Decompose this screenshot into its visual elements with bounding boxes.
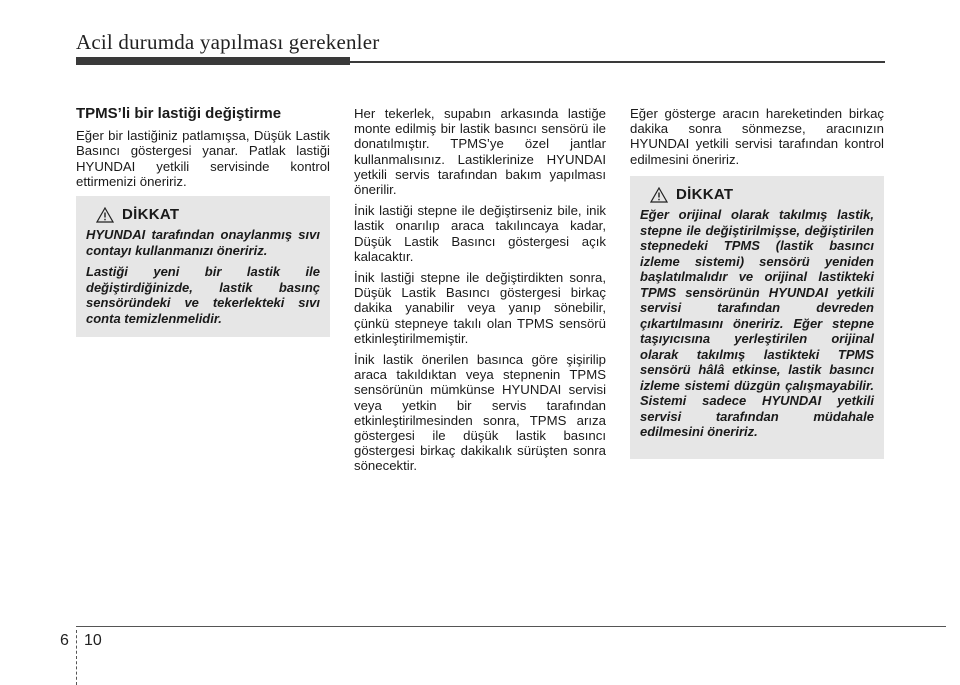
column-1	[76, 106, 330, 195]
body-paragraph: İnik lastiği stepne ile değiştirseniz bile, inik lastik onarılıp araca takılıncaya kadar, Düşük Lastik Basıncı göstergesi açık kalacaktır.	[354, 203, 606, 264]
caution-header	[96, 206, 320, 223]
caution-title: DİKKAT	[122, 206, 180, 223]
page-number: 10	[84, 632, 102, 649]
body-paragraph: Her tekerlek, supabın arkasında lastiğe monte edilmiş bir lastik basıncı sensörü ile donatılmıştır. TPMS’ye özel jantlar kullanmalısınız. Lastiklerinize HYUNDAI yetkili servis tarafından bakım yapılması önerilir.	[354, 106, 606, 198]
body-paragraph: İnik lastik önerilen basınca göre şişirilip araca takıldıktan veya stepnenin TPMS sensörünün mümkünse HYUNDAI servisi veya yetkin bir servis tarafından etkinleştirilmesinden sonra, TPMS arıza göstergesi ile düşük lastik basıncı göstergesi birkaç dakikalık sürüşten sonra sönecektir.	[354, 352, 606, 474]
chapter-number: 6	[60, 632, 69, 649]
footer-rule	[76, 626, 946, 627]
header-bar	[76, 57, 350, 65]
caution-text: Lastiği yeni bir lastik ile değiştirdiğinizde, lastik basınç sensöründeki ve tekerlekteki sıvı conta temizlenmelidir.	[86, 264, 320, 326]
chapter-title: Acil durumda yapılması gerekenler	[76, 30, 380, 54]
caution-text: Eğer orijinal olarak takılmış lastik, stepne ile değiştirilmişse, değiştirilen stepnedeki TPMS (lastik basıncı izleme sistemi) sensörü yeniden başlatılmalıdır ve orijinal lastikteki TPMS sensörünün HYUNDAI yetkili servisi tarafından devreden çıkartılmasını öneririz. Eğer stepne taşıyıcısına yerleştirilen orijinal olarak takılmış lastikteki TPMS sensörü hâlâ etkinse, lastik basıncı izleme sistemi düzgün çalışmayabilir. Sistemi sadece HYUNDAI yetkili servisi tarafından müdahale edilmesini öneririz.	[640, 207, 874, 439]
body-paragraph: Eğer gösterge aracın hareketinden birkaç dakika sonra sönmezse, aracınızın HYUNDAI yetkili servisi tarafından kontrol edilmesini öneririz.	[630, 106, 884, 167]
caution-title: DİKKAT	[676, 186, 734, 203]
footer-divider	[76, 630, 77, 685]
column-2	[354, 106, 606, 480]
body-paragraph: İnik lastiği stepne ile değiştirdikten sonra, Düşük Lastik Basıncı göstergesi birkaç dakika yanabilir veya yanıp sönebilir, çünkü stepneye takılı olan TPMS sensörü etkinleştirilmemiştir.	[354, 270, 606, 346]
warning-triangle-icon	[650, 187, 668, 203]
header-rule	[350, 61, 885, 63]
intro-paragraph: Eğer bir lastiğiniz patlamışsa, Düşük Lastik Basıncı göstergesi yanar. Patlak lastiği HYUNDAI yetkili servisinde kontrol ettirmenizi öneririz.	[76, 128, 330, 189]
caution-header	[650, 186, 874, 203]
caution-box-1	[76, 196, 330, 337]
warning-triangle-icon	[96, 207, 114, 223]
caution-text: HYUNDAI tarafından onaylanmış sıvı contayı kullanmanızı öneririz.	[86, 227, 320, 258]
caution-box-2	[630, 176, 884, 459]
section-title: TPMS’li bir lastiği değiştirme	[76, 105, 282, 122]
column-3	[630, 106, 884, 173]
